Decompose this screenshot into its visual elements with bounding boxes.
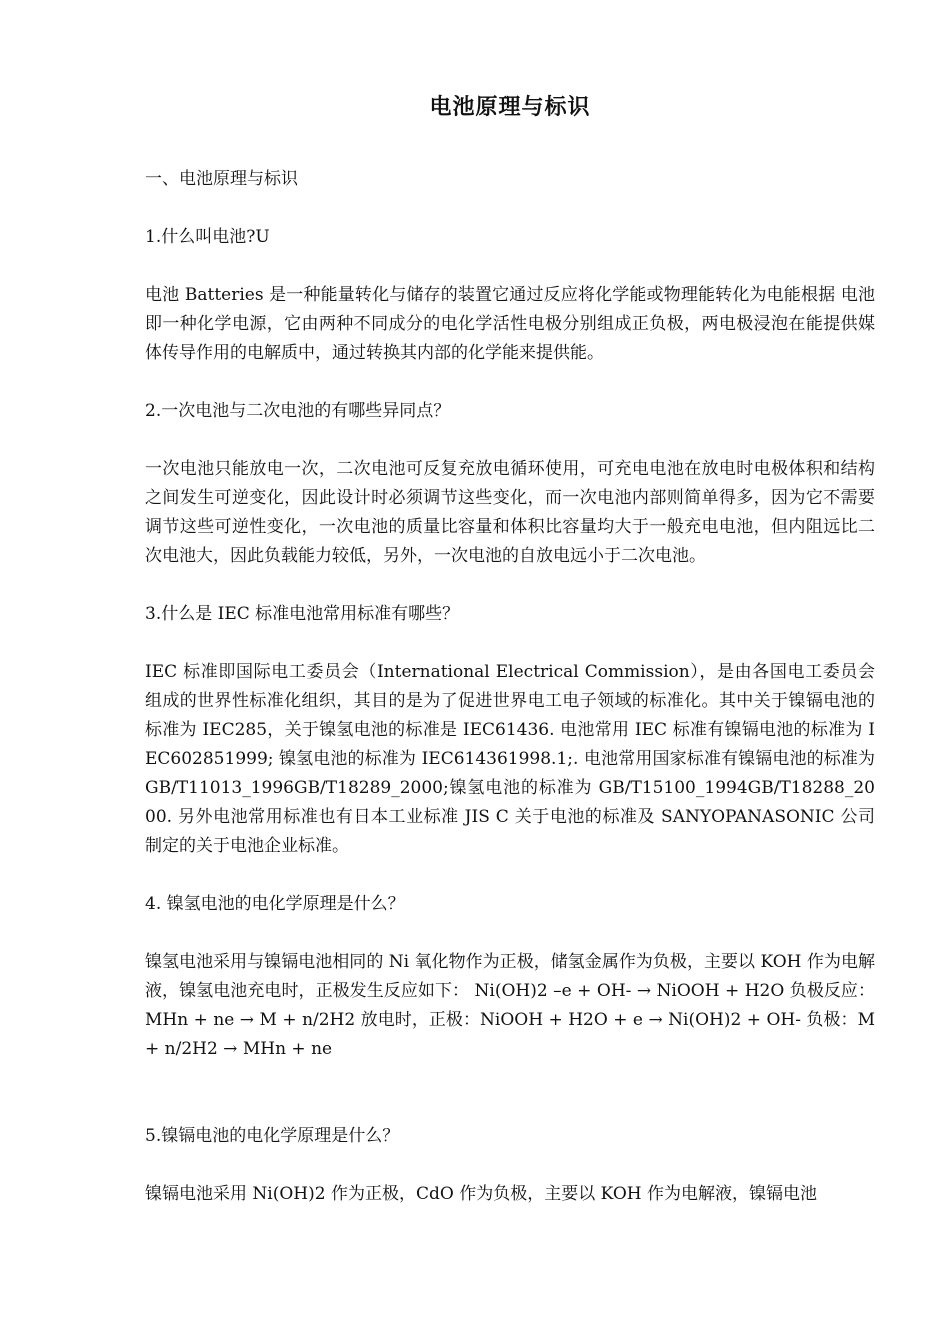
answer-paragraph-4: 镍氢电池采用与镍镉电池相同的 Ni 氧化物作为正极，储氢金属作为负极，主要以 KOH 作为电解液，镍氢电池充电时，正极发生反应如下： Ni(OH)2 –e + OH- → NiOOH + H2O 负极反应：MHn + ne → M + n/2H2 放电时，正极：NiOOH + H2O + e → Ni(OH)2 + OH- 负极：M + n/2H2 → MHn + ne [145, 952, 875, 1059]
answer-paragraph-1: 电池 Batteries 是一种能量转化与储存的装置它通过反应将化学能或物理能转化为电能根据 电池即一种化学电源，它由两种不同成分的电化学活性电极分别组成正负极，两电极浸泡在能提供媒体传导作用的电解质中，通过转换其内部的化学能来提供能。 [145, 285, 875, 363]
question-heading-3: 3.什么是 IEC 标准电池常用标准有哪些？ [145, 604, 460, 624]
question-heading-5: 5.镍镉电池的电化学原理是什么？ [145, 1126, 400, 1146]
question-heading-4: 4. 镍氢电池的电化学原理是什么？ [145, 894, 405, 914]
document-body [145, 165, 875, 1238]
question-heading-1: 1.什么叫电池?U [145, 227, 270, 247]
answer-paragraph-3: IEC 标准即国际电工委员会（International Electrical Commission），是由各国电工委员会组成的世界性标准化组织，其目的是为了促进世界电工电子领域的标准化。其中关于镍镉电池的标准为 IEC285，关于镍氢电池的标准是 IEC61436. 电池常用 IEC 标准有镍镉电池的标准为 IEC602851999; 镍氢电池的标准为 IEC614361998.1;. 电池常用国家标准有镍镉电池的标准为 GB/T11013_1996GB/T18289_2000;镍氢电池的标准为 GB/T15100_1994GB/T18288_2000. 另外电池常用标准也有日本工业标准 JIS C 关于电池的标准及 SANYOPANASONIC 公司制定的关于电池企业标准。 [145, 662, 875, 856]
question-heading-2: 2.一次电池与二次电池的有哪些异同点？ [145, 401, 451, 421]
section-heading: 一、电池原理与标识 [145, 169, 298, 189]
answer-paragraph-2: 一次电池只能放电一次，二次电池可反复充放电循环使用，可充电电池在放电时电极体积和结构之间发生可逆变化，因此设计时必须调节这些变化，而一次电池内部则简单得多，因为它不需要调节这些可逆性变化，一次电池的质量比容量和体积比容量均大于一般充电电池，但内阻远比二次电池大，因此负载能力较低，另外，一次电池的自放电远小于二次电池。 [145, 459, 875, 566]
page-title: 电池原理与标识 [429, 94, 591, 120]
answer-paragraph-5: 镍镉电池采用 Ni(OH)2 作为正极，CdO 作为负极，主要以 KOH 作为电解液，镍镉电池 [145, 1184, 818, 1204]
